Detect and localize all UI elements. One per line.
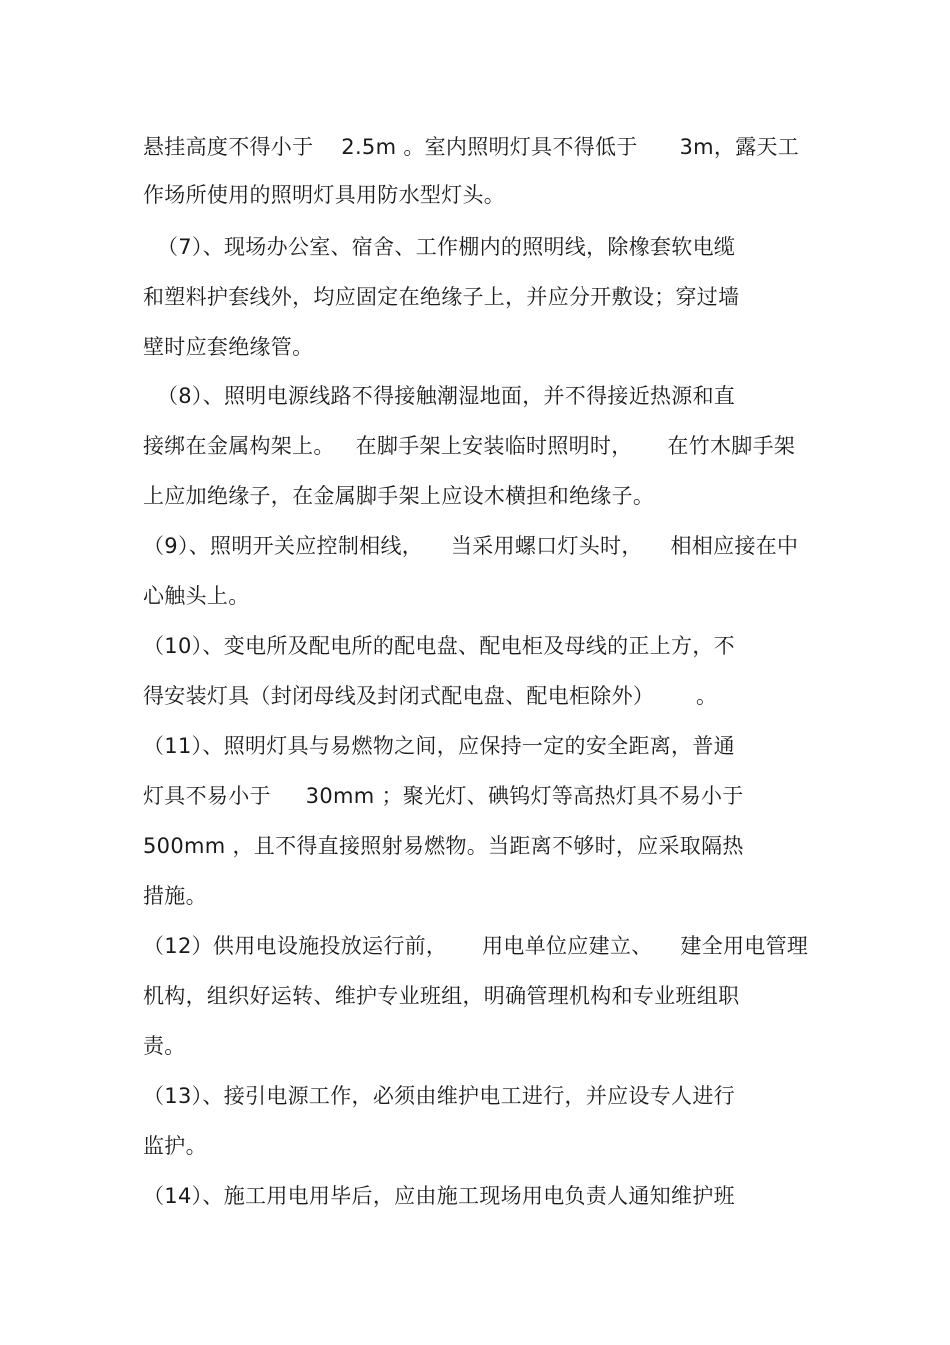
text-line: 监护。: [143, 1134, 207, 1158]
text-line: （11）、照明灯具与易燃物之间，应保持一定的安全距离，普通: [143, 734, 735, 758]
text-line: （9）、照明开关应控制相线， 当采用螺口灯头时， 相相应接在中: [143, 534, 799, 558]
text-line: 壁时应套绝缘管。: [143, 335, 314, 359]
text-line: 责。: [143, 1034, 186, 1058]
text-line: 作场所使用的照明灯具用防水型灯头。: [143, 183, 506, 207]
text-line: 接绑在金属构架上。 在脚手架上安装临时照明时， 在竹木脚手架: [143, 434, 796, 458]
text-line: 机构，组织好运转、维护专业班组，明确管理机构和专业班组职: [143, 984, 740, 1008]
text-line: （7）、现场办公室、宿舍、工作棚内的照明线，除橡套软电缆: [143, 235, 736, 259]
text-line: （10）、变电所及配电所的配电盘、配电柜及母线的正上方，不: [143, 634, 735, 658]
text-line: （13）、接引电源工作，必须由维护电工进行，并应设专人进行: [143, 1084, 735, 1108]
text-line: （14）、施工用电用毕后，应由施工现场用电负责人通知维护班: [143, 1184, 735, 1208]
text-line: 灯具不易小于 30mm ；聚光灯、碘钨灯等高热灯具不易小于: [143, 784, 744, 808]
text-line: 500mm ，且不得直接照射易燃物。当距离不够时，应采取隔热: [143, 834, 744, 858]
text-line: 措施。: [143, 884, 207, 908]
text-line: 悬挂高度不得小于 2.5m 。室内照明灯具不得低于 3m，露天工: [143, 135, 800, 159]
text-line: （12）供用电设施投放运行前， 用电单位应建立、 建全用电管理: [143, 934, 809, 958]
text-line: 和塑料护套线外，均应固定在绝缘子上，并应分开敷设；穿过墙: [143, 285, 740, 309]
text-line: 上应加绝缘子，在金属脚手架上应设木横担和绝缘子。: [143, 484, 655, 508]
text-line: 得安装灯具（封闭母线及封闭式配电盘、配电柜除外） 。: [143, 684, 718, 708]
text-line: 心触头上。: [143, 584, 250, 608]
text-line: （8）、照明电源线路不得接触潮湿地面，并不得接近热源和直: [143, 384, 736, 408]
